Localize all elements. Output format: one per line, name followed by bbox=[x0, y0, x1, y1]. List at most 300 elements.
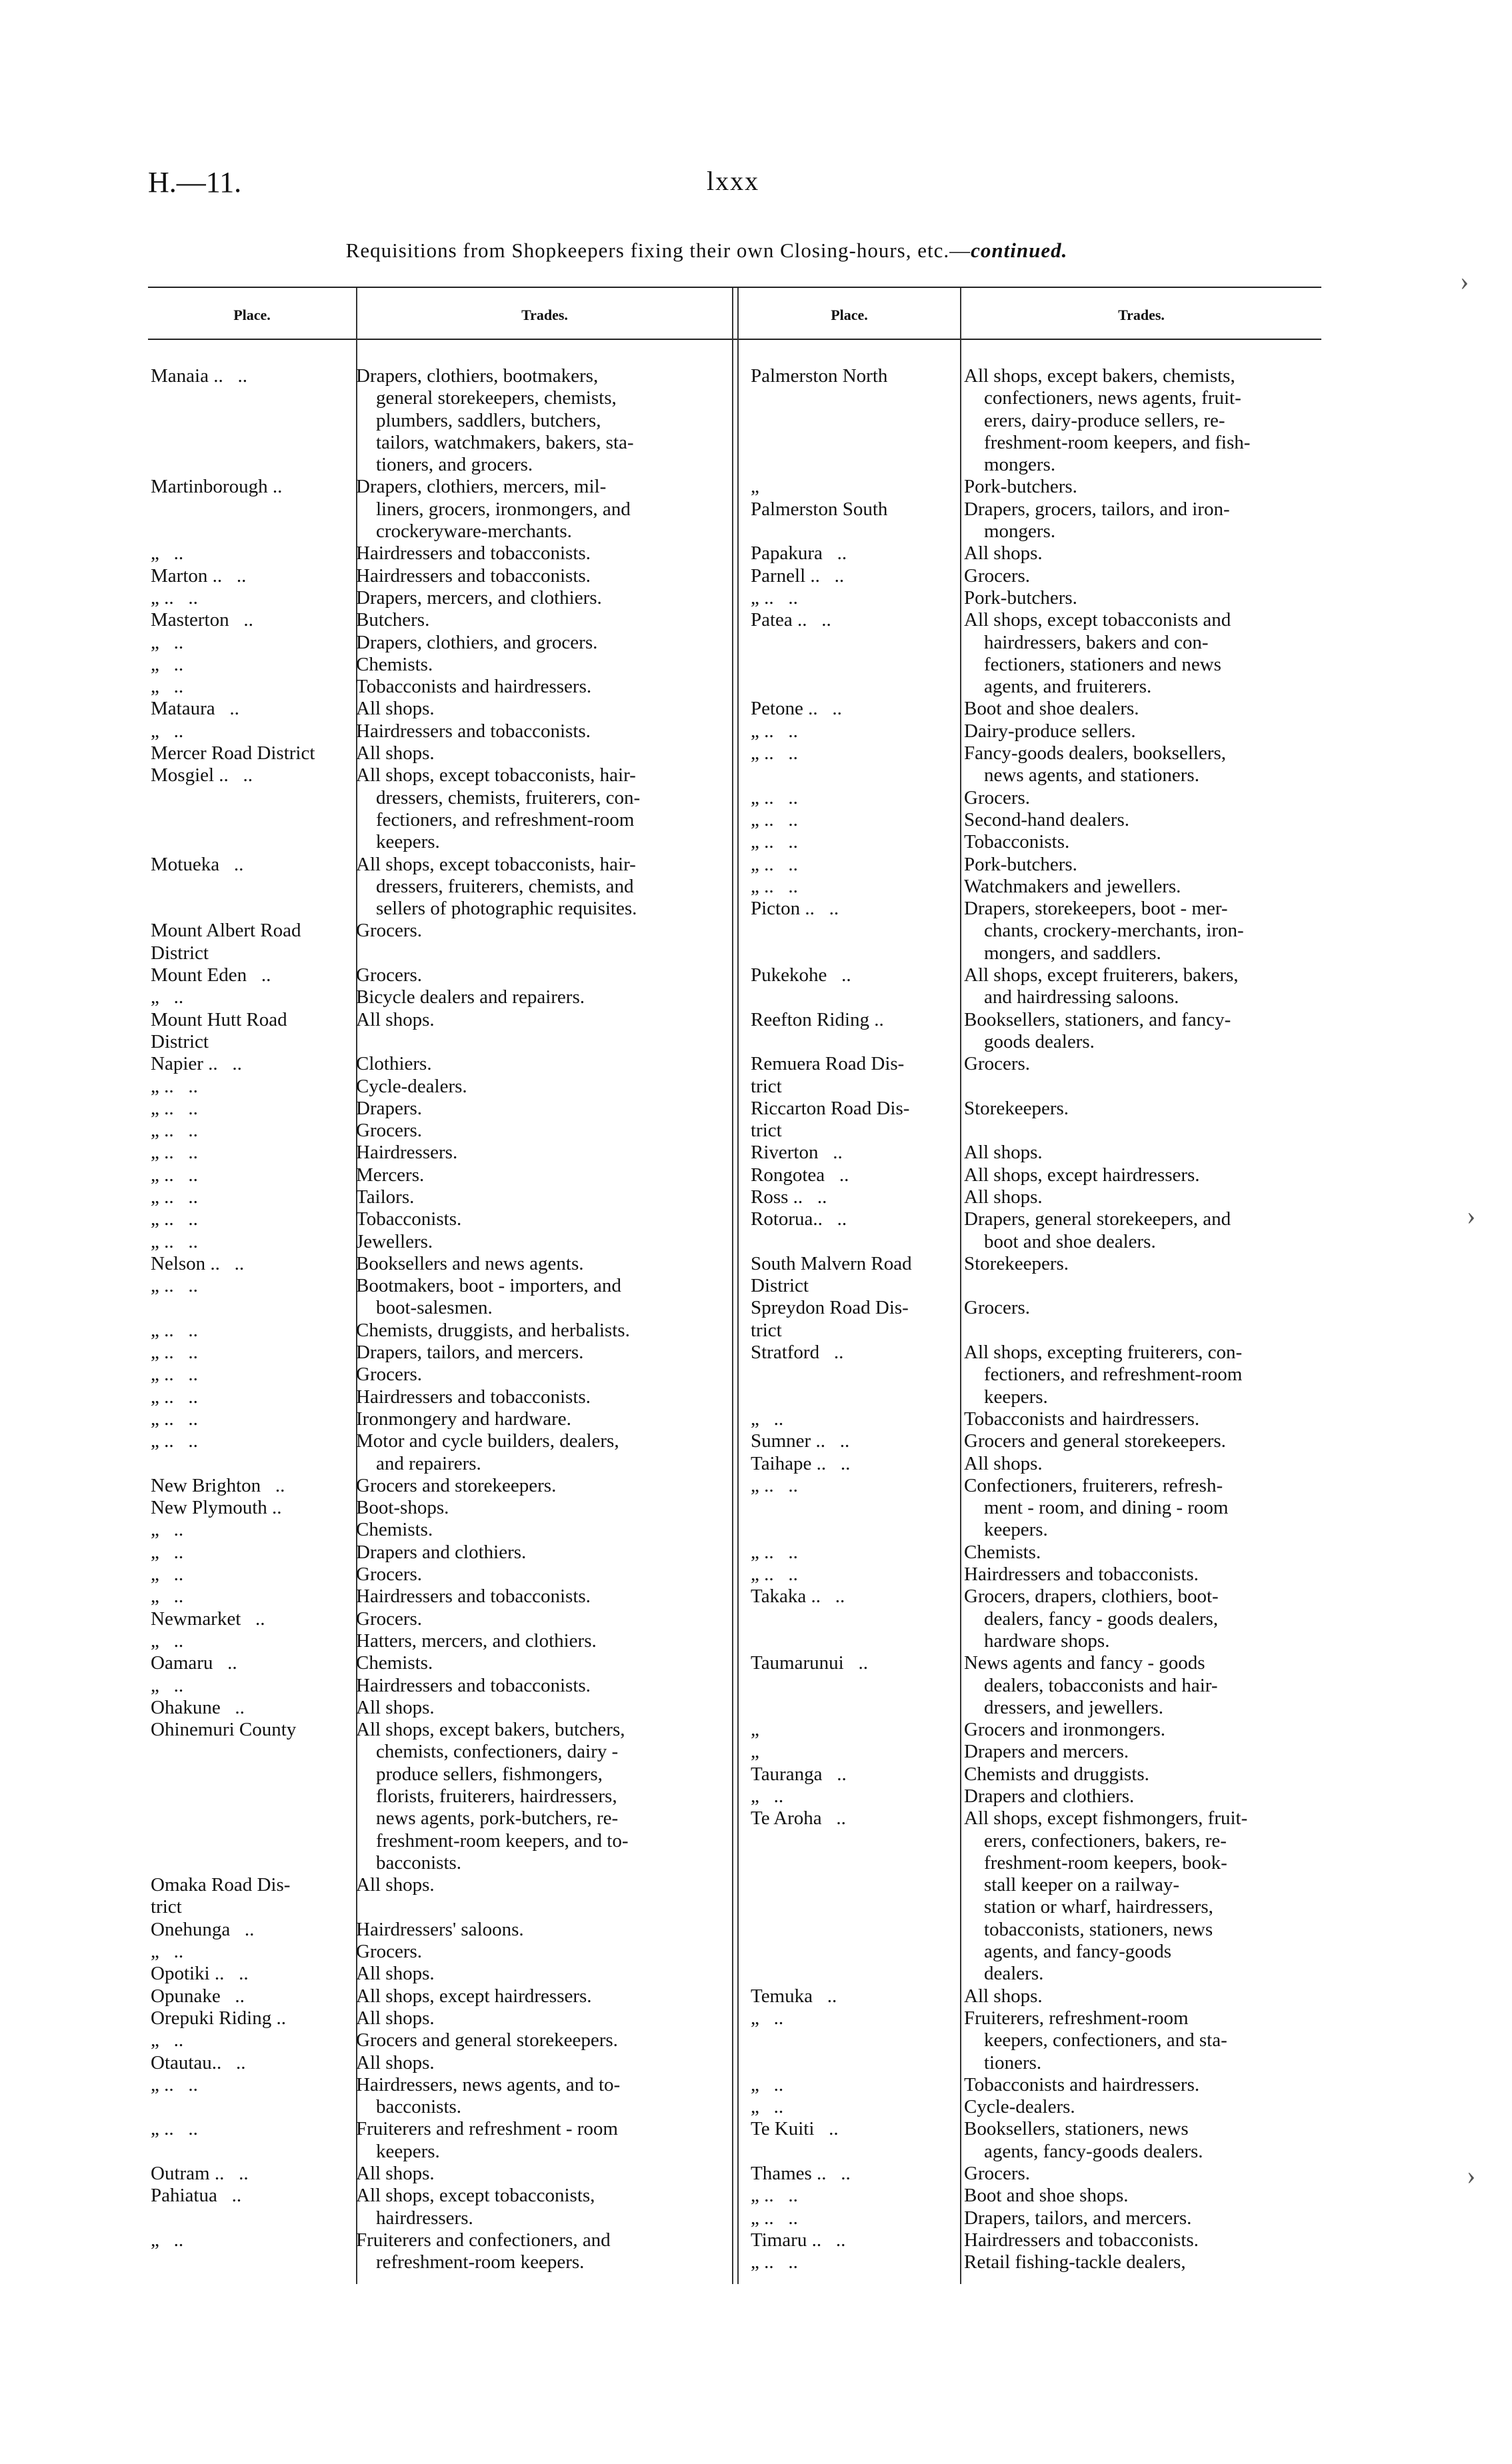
place-cell bbox=[751, 809, 959, 831]
table-row bbox=[751, 1786, 1321, 1808]
trade-line: Grocers and storekeepers. bbox=[356, 1474, 557, 1496]
trade-line: Grocers and ironmongers. bbox=[964, 1719, 1165, 1741]
place-cell bbox=[751, 787, 959, 809]
place-name: „ .. bbox=[751, 2096, 784, 2118]
place-name: Onehunga .. bbox=[151, 1918, 255, 1940]
place-name: Mount Hutt Road District bbox=[151, 1008, 287, 1052]
place-name: „ .. bbox=[151, 2229, 184, 2251]
trades-cell bbox=[959, 543, 1321, 565]
trade-line: dealers, tobacconists and hair- bbox=[984, 1674, 1218, 1696]
place-cell bbox=[151, 1652, 355, 1674]
trades-cell bbox=[355, 2074, 731, 2119]
place-name: „ .. bbox=[151, 653, 184, 675]
table-row bbox=[151, 2007, 731, 2029]
table-row bbox=[151, 1142, 731, 1164]
trade-line: Tobacconists and hairdressers. bbox=[356, 676, 592, 698]
trades-cell bbox=[959, 809, 1321, 831]
place-cell bbox=[151, 1098, 355, 1120]
place-cell bbox=[751, 1164, 959, 1186]
place-cell bbox=[151, 2074, 355, 2119]
place-cell bbox=[151, 1320, 355, 1342]
trades-cell bbox=[355, 632, 731, 654]
trade-line: agents, and fancy-goods bbox=[984, 1941, 1172, 1963]
trade-line: All shops, except tobacconists, hair- bbox=[356, 853, 636, 875]
trade-line: All shops, except tobacconists, hair- bbox=[356, 764, 636, 786]
place-name: „ .. bbox=[151, 986, 184, 1008]
trade-line: produce sellers, fishmongers, bbox=[376, 1763, 603, 1785]
table-row bbox=[751, 1208, 1321, 1253]
trade-line: All shops. bbox=[356, 1008, 435, 1030]
margin-mark: › bbox=[1467, 2160, 1476, 2190]
place-name: „ bbox=[751, 476, 759, 498]
place-name: „ .. .. bbox=[151, 1275, 198, 1297]
trade-line: mongers. bbox=[984, 454, 1056, 476]
place-name: „ .. .. bbox=[751, 720, 798, 742]
table-row bbox=[151, 1475, 731, 1497]
trade-line: Chemists. bbox=[964, 1541, 1041, 1563]
table-row bbox=[151, 1675, 731, 1697]
trades-cell bbox=[355, 1963, 731, 1985]
place-name: Taumarunui .. bbox=[751, 1652, 868, 1674]
place-name: Opotiki .. .. bbox=[151, 1963, 249, 1985]
table-row bbox=[151, 1275, 731, 1320]
trades-cell bbox=[355, 1009, 731, 1054]
trades-cell bbox=[959, 1453, 1321, 1475]
page-number: lxxx bbox=[707, 166, 760, 196]
trades-cell bbox=[355, 2029, 731, 2051]
place-name: Parnell .. .. bbox=[751, 565, 845, 587]
place-name: „ .. bbox=[151, 1586, 184, 1608]
trade-line: Hairdressers and tobacconists. bbox=[356, 1586, 591, 1608]
trade-line: Motor and cycle builders, dealers, bbox=[356, 1430, 619, 1452]
place-cell bbox=[751, 1741, 959, 1763]
trades-cell bbox=[355, 1430, 731, 1475]
place-name: „ .. bbox=[151, 631, 184, 653]
trade-line: erers, dairy-produce sellers, re- bbox=[984, 409, 1225, 431]
table-row bbox=[151, 1386, 731, 1408]
trade-line: Drapers, grocers, tailors, and iron- bbox=[964, 498, 1230, 520]
place-name: „ .. bbox=[151, 1519, 184, 1541]
place-cell bbox=[751, 587, 959, 609]
table-row bbox=[751, 1453, 1321, 1475]
place-cell bbox=[151, 365, 355, 476]
trades-cell bbox=[959, 787, 1321, 809]
trades-cell bbox=[959, 1098, 1321, 1142]
table-row bbox=[151, 698, 731, 720]
place-name: „ .. bbox=[751, 2073, 784, 2095]
place-name: Rongotea .. bbox=[751, 1164, 849, 1186]
trades-cell bbox=[355, 1320, 731, 1342]
trades-cell bbox=[355, 1497, 731, 1519]
trade-line: Boot-shops. bbox=[356, 1497, 449, 1519]
place-name: Mount Eden .. bbox=[151, 964, 271, 986]
trades-cell bbox=[355, 476, 731, 543]
trades-cell bbox=[959, 1186, 1321, 1208]
trade-line: All shops, except tobacconists and bbox=[964, 609, 1231, 631]
trades-cell bbox=[355, 2185, 731, 2229]
trades-cell bbox=[959, 1564, 1321, 1586]
place-name: „ .. .. bbox=[751, 875, 798, 897]
table-row bbox=[751, 787, 1321, 809]
place-cell bbox=[151, 1208, 355, 1230]
place-cell bbox=[151, 698, 355, 720]
place-name: „ .. .. bbox=[751, 1564, 798, 1586]
trade-line: tailors, watchmakers, bakers, sta- bbox=[376, 431, 634, 453]
trades-cell bbox=[959, 854, 1321, 876]
place-name: „ .. .. bbox=[151, 1386, 198, 1408]
table-row bbox=[151, 565, 731, 587]
trades-cell bbox=[355, 1586, 731, 1608]
table-row bbox=[151, 1320, 731, 1342]
trade-line: Drapers, clothiers, and grocers. bbox=[356, 631, 598, 653]
place-name: Palmerston South bbox=[751, 498, 888, 520]
place-cell bbox=[151, 2163, 355, 2185]
place-name: Ross .. .. bbox=[751, 1186, 827, 1208]
trades-cell bbox=[355, 565, 731, 587]
place-name: „ .. .. bbox=[751, 742, 798, 764]
trade-line: Grocers. bbox=[356, 1941, 423, 1963]
table-row bbox=[751, 1098, 1321, 1142]
place-name: „ .. .. bbox=[751, 2251, 798, 2273]
trades-cell bbox=[959, 1475, 1321, 1542]
trade-line: chants, crockery-merchants, iron- bbox=[984, 920, 1244, 942]
table-row bbox=[151, 654, 731, 676]
place-cell bbox=[751, 1098, 959, 1142]
header-top-rule bbox=[148, 287, 1321, 288]
place-cell bbox=[151, 565, 355, 587]
place-cell bbox=[751, 742, 959, 787]
title-text: Requisitions from Shopkeepers fixing their own Closing-hours, etc.— bbox=[345, 239, 971, 262]
place-name: „ .. bbox=[151, 543, 184, 565]
trade-line: Clothiers. bbox=[356, 1053, 432, 1075]
table-row bbox=[151, 742, 731, 764]
table-row bbox=[751, 809, 1321, 831]
trades-cell bbox=[355, 2052, 731, 2074]
place-name: „ .. .. bbox=[751, 2185, 798, 2207]
trades-cell bbox=[959, 499, 1321, 543]
place-cell bbox=[151, 1253, 355, 1275]
trade-line: Grocers and general storekeepers. bbox=[964, 1430, 1226, 1452]
trades-cell bbox=[959, 1719, 1321, 1741]
place-cell bbox=[151, 2052, 355, 2074]
place-cell bbox=[151, 986, 355, 1008]
place-name: Temuka .. bbox=[751, 1985, 837, 2007]
table-row bbox=[751, 2096, 1321, 2118]
place-name: „ .. bbox=[151, 1941, 184, 1963]
table-row bbox=[751, 2229, 1321, 2251]
trade-line: confectioners, news agents, fruit- bbox=[984, 387, 1241, 409]
trades-cell bbox=[355, 609, 731, 631]
table-row bbox=[751, 1430, 1321, 1452]
trade-line: Tailors. bbox=[356, 1186, 415, 1208]
place-name: Newmarket .. bbox=[151, 1608, 265, 1630]
table-row bbox=[751, 720, 1321, 742]
trade-line: Hairdressers and tobacconists. bbox=[964, 2229, 1199, 2251]
col-header-trades-left: Trades. bbox=[521, 307, 568, 323]
table-row bbox=[151, 1608, 731, 1630]
trade-line: erers, confectioners, bakers, re- bbox=[984, 1830, 1227, 1851]
place-cell bbox=[151, 1874, 355, 1919]
trades-cell bbox=[959, 720, 1321, 742]
trade-line: Grocers. bbox=[356, 964, 423, 986]
place-cell bbox=[151, 1430, 355, 1475]
table-row bbox=[751, 1142, 1321, 1164]
place-cell bbox=[151, 1164, 355, 1186]
trade-line: mongers, and saddlers. bbox=[984, 942, 1161, 964]
place-name: „ .. .. bbox=[151, 1142, 198, 1164]
trades-cell bbox=[959, 1208, 1321, 1253]
place-name: Spreydon Road Dis- trict bbox=[751, 1297, 909, 1341]
place-name: „ .. .. bbox=[151, 1186, 198, 1208]
place-name: Napier .. .. bbox=[151, 1053, 242, 1075]
place-cell bbox=[751, 365, 959, 476]
trades-cell bbox=[355, 854, 731, 920]
place-name: „ .. .. bbox=[151, 1319, 198, 1341]
trade-line: All shops, excepting fruiterers, con- bbox=[964, 1342, 1243, 1364]
table-row bbox=[151, 1985, 731, 2007]
trade-line: bacconists. bbox=[376, 2096, 462, 2118]
col-header-place-right: Place. bbox=[831, 307, 868, 323]
trade-line: Watchmakers and jewellers. bbox=[964, 875, 1181, 897]
trade-line: news agents, pork-butchers, re- bbox=[376, 1808, 619, 1830]
place-name: „ .. .. bbox=[151, 1075, 198, 1097]
trade-line: Drapers, general storekeepers, and bbox=[964, 1208, 1231, 1230]
trades-cell bbox=[959, 1985, 1321, 2007]
trade-line: dressers, and jewellers. bbox=[984, 1696, 1163, 1718]
trades-cell bbox=[959, 1142, 1321, 1164]
trades-cell bbox=[959, 609, 1321, 698]
place-name: Marton .. .. bbox=[151, 565, 247, 587]
table-row bbox=[751, 1586, 1321, 1652]
trade-line: keepers, confectioners, and sta- bbox=[984, 2029, 1227, 2051]
table-row bbox=[151, 1652, 731, 1674]
place-cell bbox=[151, 1941, 355, 1963]
trade-line: Drapers and clothiers. bbox=[356, 1541, 527, 1563]
trades-cell bbox=[355, 1386, 731, 1408]
table-row bbox=[151, 1364, 731, 1386]
table-row bbox=[151, 1963, 731, 1985]
trades-cell bbox=[959, 1342, 1321, 1408]
place-cell bbox=[151, 676, 355, 698]
place-cell bbox=[151, 1608, 355, 1630]
trade-line: Drapers. bbox=[356, 1097, 423, 1119]
trade-line: Grocers and general storekeepers. bbox=[356, 2029, 618, 2051]
table-row bbox=[151, 2029, 731, 2051]
table-row bbox=[751, 2251, 1321, 2273]
place-cell bbox=[151, 2007, 355, 2029]
table-row bbox=[151, 1497, 731, 1519]
trade-line: Chemists, druggists, and herbalists. bbox=[356, 1319, 630, 1341]
trades-cell bbox=[959, 1652, 1321, 1719]
table-row bbox=[151, 1098, 731, 1120]
table-row bbox=[151, 1253, 731, 1275]
trade-line: hairdressers. bbox=[376, 2207, 473, 2229]
trade-line: Jewellers. bbox=[356, 1230, 433, 1252]
place-name: Mercer Road District bbox=[151, 742, 315, 764]
trade-line: Confectioners, fruiterers, refresh- bbox=[964, 1474, 1223, 1496]
table-row bbox=[751, 1186, 1321, 1208]
trades-cell bbox=[959, 898, 1321, 964]
table-row bbox=[151, 920, 731, 964]
place-name: „ .. .. bbox=[751, 587, 798, 609]
place-name: Reefton Riding .. bbox=[751, 1008, 884, 1030]
trades-cell bbox=[355, 1076, 731, 1098]
table-row bbox=[751, 543, 1321, 565]
place-name: Mataura .. bbox=[151, 698, 239, 720]
place-name: Nelson .. .. bbox=[151, 1252, 245, 1274]
table-row bbox=[151, 1009, 731, 1054]
place-name: „ .. .. bbox=[151, 1430, 198, 1452]
trades-cell bbox=[355, 1208, 731, 1230]
trade-line: fectioners, and refreshment-room bbox=[376, 808, 635, 830]
table-row bbox=[151, 1586, 731, 1608]
place-name: „ .. .. bbox=[151, 2073, 198, 2095]
place-name: New Plymouth .. bbox=[151, 1497, 282, 1519]
place-cell bbox=[751, 1764, 959, 1786]
trade-line: general storekeepers, chemists, bbox=[376, 387, 617, 409]
trades-cell bbox=[355, 1098, 731, 1120]
place-name: Mount Albert Road District bbox=[151, 920, 301, 964]
trade-line: dressers, chemists, fruiterers, con- bbox=[376, 786, 641, 808]
trade-line: agents, fancy-goods dealers. bbox=[984, 2140, 1203, 2162]
trade-line: fectioners, and refreshment-room bbox=[984, 1364, 1243, 1386]
place-name: Orepuki Riding .. bbox=[151, 2007, 286, 2029]
trades-cell bbox=[959, 2207, 1321, 2229]
title-continued: continued. bbox=[971, 239, 1068, 262]
table-row bbox=[151, 2118, 731, 2163]
trade-line: Boot and shoe shops. bbox=[964, 2185, 1129, 2207]
trade-line: Drapers, tailors, and mercers. bbox=[964, 2207, 1192, 2229]
trade-line: tioners. bbox=[984, 2051, 1042, 2073]
trades-cell bbox=[355, 1275, 731, 1320]
trade-line: keepers. bbox=[984, 1386, 1048, 1408]
table-row bbox=[151, 854, 731, 920]
table-row bbox=[751, 1475, 1321, 1542]
table-row bbox=[151, 1120, 731, 1142]
place-cell bbox=[751, 2163, 959, 2185]
trade-line: Grocers. bbox=[356, 1608, 423, 1630]
trades-cell bbox=[355, 543, 731, 565]
trades-cell bbox=[959, 1408, 1321, 1430]
place-cell bbox=[151, 1963, 355, 1985]
place-name: „ .. .. bbox=[151, 1164, 198, 1186]
trade-line: All shops, except tobacconists, bbox=[356, 2185, 595, 2207]
place-name: „ .. .. bbox=[751, 853, 798, 875]
table-row bbox=[751, 1741, 1321, 1763]
trade-line: ment - room, and dining - room bbox=[984, 1497, 1229, 1519]
place-name: „ .. .. bbox=[751, 2207, 798, 2229]
trades-cell bbox=[355, 1231, 731, 1253]
place-name: „ .. .. bbox=[751, 786, 798, 808]
trades-cell bbox=[355, 698, 731, 720]
place-name: „ .. .. bbox=[151, 587, 198, 609]
trades-cell bbox=[355, 720, 731, 742]
page-title bbox=[133, 239, 1280, 263]
place-name: Stratford .. bbox=[751, 1342, 844, 1364]
place-cell bbox=[751, 2118, 959, 2163]
trade-line: All shops. bbox=[356, 698, 435, 720]
place-cell bbox=[151, 854, 355, 920]
place-name: Rotorua.. .. bbox=[751, 1208, 847, 1230]
table-row bbox=[151, 1941, 731, 1963]
place-cell bbox=[751, 1586, 959, 1652]
place-cell bbox=[751, 1408, 959, 1430]
place-name: „ .. .. bbox=[151, 1230, 198, 1252]
place-name: „ .. .. bbox=[151, 1208, 198, 1230]
trade-line: boot-salesmen. bbox=[376, 1297, 493, 1319]
place-name: Te Aroha .. bbox=[751, 1808, 846, 1830]
place-cell bbox=[151, 1142, 355, 1164]
table-row bbox=[151, 1919, 731, 1941]
trade-line: Grocers. bbox=[964, 565, 1031, 587]
trades-cell bbox=[355, 1253, 731, 1275]
table-row bbox=[151, 1164, 731, 1186]
trade-line: Grocers. bbox=[964, 786, 1031, 808]
place-cell bbox=[751, 698, 959, 720]
trade-line: Retail fishing-tackle dealers, bbox=[964, 2251, 1186, 2273]
place-cell bbox=[151, 1342, 355, 1364]
trade-line: freshment-room keepers, and fish- bbox=[984, 431, 1251, 453]
place-name: „ .. bbox=[751, 1786, 784, 1807]
trades-cell bbox=[355, 964, 731, 986]
trade-line: All shops. bbox=[356, 2007, 435, 2029]
place-cell bbox=[751, 609, 959, 698]
place-name: „ .. .. bbox=[151, 1364, 198, 1386]
trades-cell bbox=[959, 2118, 1321, 2163]
trade-line: hairdressers, bakers and con- bbox=[984, 631, 1209, 653]
trades-cell bbox=[355, 1186, 731, 1208]
place-cell bbox=[151, 1564, 355, 1586]
table-row bbox=[151, 1208, 731, 1230]
place-cell bbox=[151, 1053, 355, 1075]
place-cell bbox=[151, 1919, 355, 1941]
place-cell bbox=[151, 1186, 355, 1208]
trades-cell bbox=[959, 565, 1321, 587]
trade-line: dealers, fancy - goods dealers, bbox=[984, 1608, 1219, 1630]
trades-cell bbox=[355, 2007, 731, 2029]
place-cell bbox=[151, 964, 355, 986]
trades-cell bbox=[355, 1919, 731, 1941]
place-cell bbox=[751, 543, 959, 565]
col-header-place-left: Place. bbox=[233, 307, 271, 323]
trade-line: All shops. bbox=[356, 2163, 435, 2185]
place-cell bbox=[751, 720, 959, 742]
trades-cell bbox=[355, 1164, 731, 1186]
place-cell bbox=[151, 2185, 355, 2229]
place-cell bbox=[751, 898, 959, 964]
place-name: Te Kuiti .. bbox=[751, 2118, 839, 2140]
table-row bbox=[151, 2163, 731, 2185]
trades-cell bbox=[355, 2163, 731, 2185]
place-name: „ .. .. bbox=[151, 1097, 198, 1119]
place-cell bbox=[751, 1808, 959, 1985]
trade-line: and hairdressing saloons. bbox=[984, 986, 1179, 1008]
trades-cell bbox=[355, 1630, 731, 1652]
trades-cell bbox=[355, 1608, 731, 1630]
table-row bbox=[751, 1342, 1321, 1408]
place-cell bbox=[751, 1208, 959, 1253]
trade-line: All shops. bbox=[356, 742, 435, 764]
table-row bbox=[151, 1408, 731, 1430]
trades-cell bbox=[355, 1564, 731, 1586]
place-cell bbox=[751, 831, 959, 853]
place-cell bbox=[151, 720, 355, 742]
table-row bbox=[751, 2163, 1321, 2185]
place-name: Outram .. .. bbox=[151, 2163, 249, 2185]
trade-line: Cycle-dealers. bbox=[356, 1075, 467, 1097]
table-row bbox=[151, 1719, 731, 1874]
trades-cell bbox=[959, 1297, 1321, 1342]
